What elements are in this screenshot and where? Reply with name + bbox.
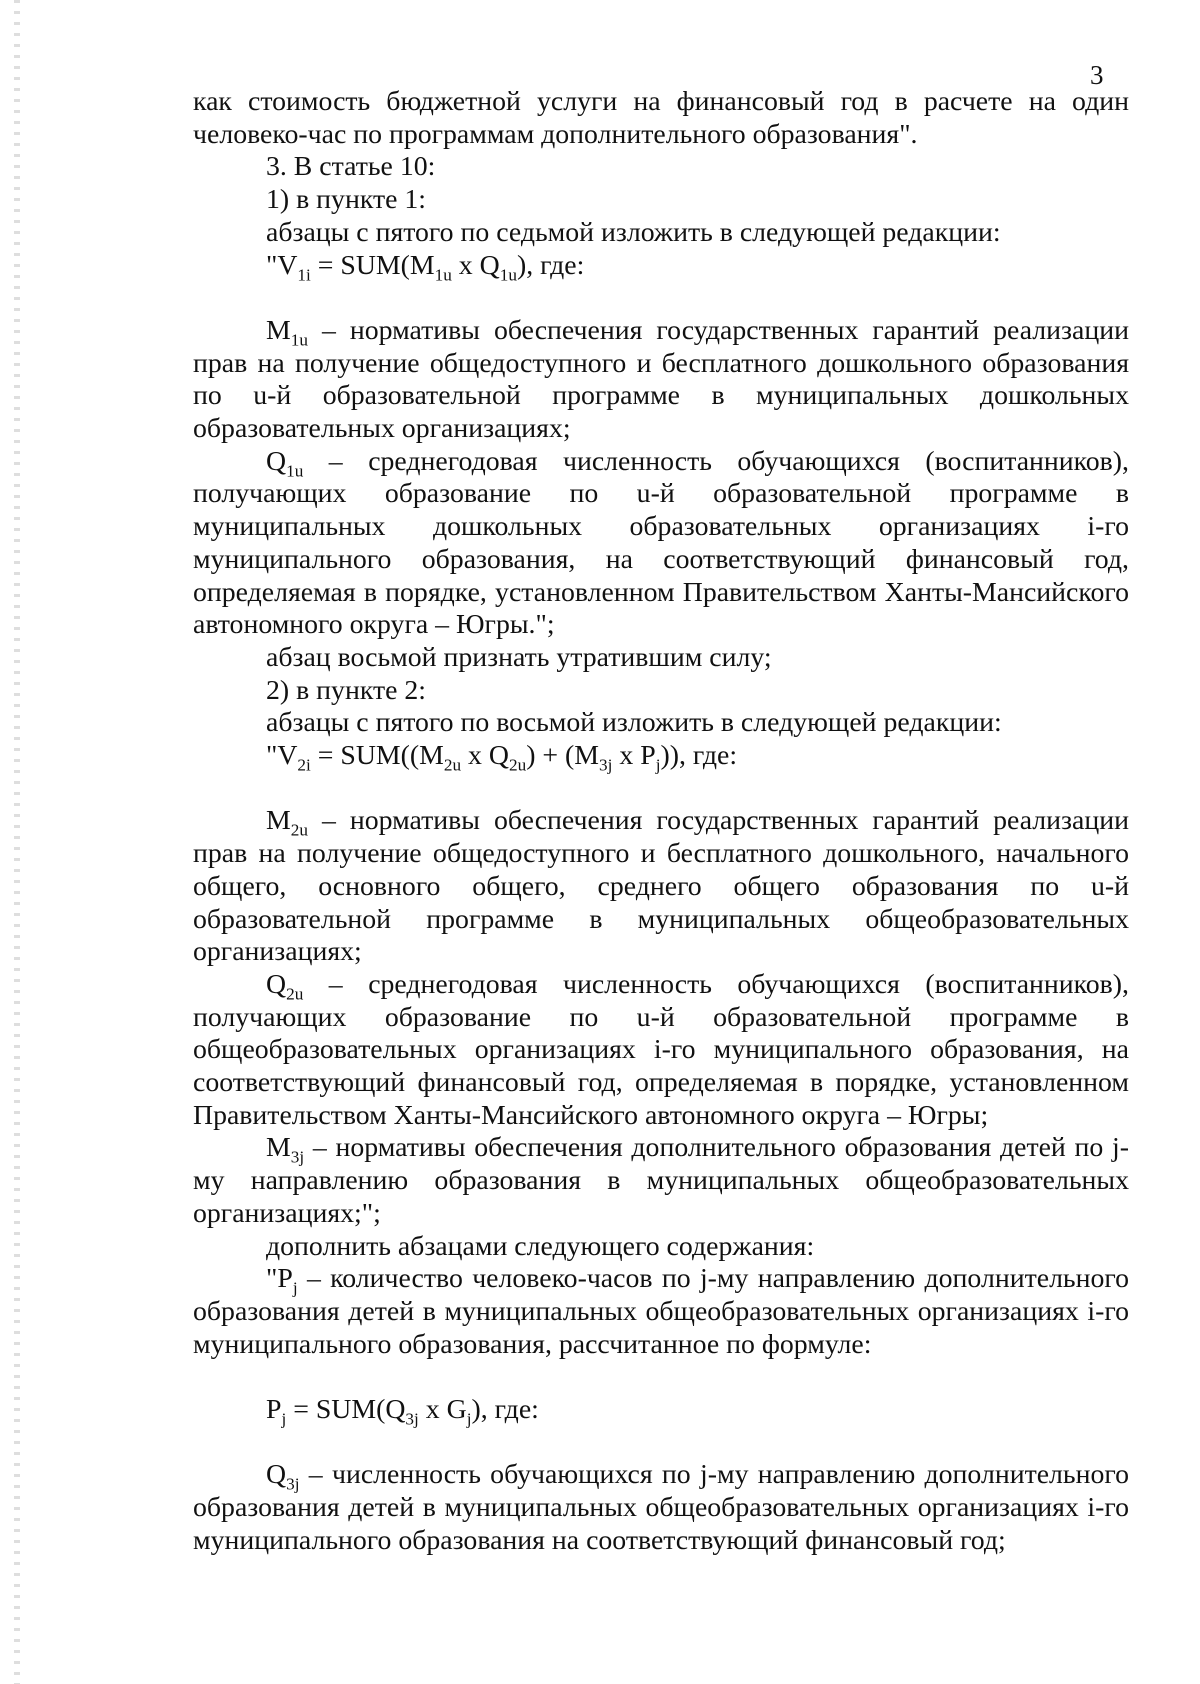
text-run: – среднегодовая численность обучающихся (воспитанников), получающих образование по u-й образовательной программе в общеобразовательных организациях i-го муниципального образования, на соответствующий финансовый год, определяемая в порядке, установленном Правительством Ханты-Мансийского автономного округа – Югры; (193, 968, 1129, 1131)
document-body (193, 86, 1129, 1558)
subscript: j (281, 1409, 287, 1429)
subscript: 1u (499, 265, 517, 285)
paragraph (193, 805, 1129, 969)
subscript: 1u (290, 330, 308, 350)
text-run: Q (266, 445, 287, 477)
subscript: 2u (508, 755, 527, 775)
subscript: j (466, 1409, 472, 1429)
text-run: x P (612, 740, 656, 772)
text-run: = SUM(M (310, 249, 435, 281)
paragraph (193, 315, 1129, 446)
text-run: Q (266, 968, 287, 1000)
subscript: 2u (286, 984, 304, 1004)
page-number: 3 (1090, 60, 1104, 90)
text-run: = SUM(Q (286, 1394, 406, 1426)
text-run: = SUM((M (310, 740, 444, 772)
text-run: – численность обучающихся по j-му направлению дополнительного образования детей в муниципальных общеобразовательных организациях i-го муниципального образования на соответствующий финансовый год; (193, 1459, 1129, 1556)
text-run: x G (418, 1394, 467, 1426)
paragraph (193, 1132, 1129, 1230)
text-run: ), где: (516, 249, 585, 281)
text-run: – среднегодовая численность обучающихся (воспитанников), получающих образование по u-й образовательной программе в муниципальных дошкольных образовательных организациях i-го муниципального образования, на соответствующий финансовый год, определяемая в порядке, установленном Правительством Ханты-Мансийского автономного округа – Югры."; (193, 445, 1129, 641)
text-run: как стоимость бюджетной услуги на финансовый год в расчете на один человеко-час по программам дополнительного образования". (193, 86, 1129, 150)
text-run: M (266, 314, 291, 346)
text-run: абзац восьмой признать утратившим силу; (266, 641, 772, 673)
text-run: – нормативы обеспечения дополнительного образования детей по j-му направлению образования в муниципальных общеобразовательных организациях;"; (193, 1132, 1129, 1229)
blank-line (193, 1361, 1129, 1394)
text-run: – нормативы обеспечения государственных гарантий реализации прав на получение общедоступного и бесплатного дошкольного, начального общего, основного общего, среднего общего образования по u-й образовательной программе в муниципальных общеобразовательных организациях; (193, 805, 1129, 968)
scan-edge-artifact (14, 0, 20, 1684)
text-run: 1) в пункте 1: (266, 184, 427, 216)
subscript: 3j (290, 1148, 305, 1168)
text-run: "V (266, 249, 298, 281)
paragraph (193, 1231, 1129, 1264)
paragraph (193, 86, 1129, 151)
paragraph (193, 1263, 1129, 1361)
text-run: Q (266, 1459, 287, 1491)
subscript: 2i (297, 755, 311, 775)
paragraph (193, 707, 1129, 740)
text-run: x Q (451, 249, 500, 281)
paragraph (193, 217, 1129, 250)
subscript: 1u (286, 461, 304, 481)
paragraph (193, 740, 1129, 773)
subscript: j (655, 755, 661, 775)
subscript: j (292, 1278, 298, 1298)
blank-line (193, 282, 1129, 315)
paragraph (193, 446, 1129, 642)
subscript: 2u (290, 820, 308, 840)
text-run: абзацы с пятого по восьмой изложить в следующей редакции: (266, 707, 1002, 739)
text-run: ), где: (471, 1394, 539, 1426)
subscript: 2u (443, 755, 462, 775)
paragraph (193, 1394, 1129, 1427)
subscript: 1i (297, 265, 311, 285)
text-run: "P (266, 1263, 293, 1295)
paragraph (193, 151, 1129, 184)
blank-line (193, 773, 1129, 806)
text-run: 3. В статье 10: (266, 151, 436, 183)
text-run: 2) в пункте 2: (266, 674, 427, 706)
text-run: "V (266, 740, 298, 772)
blank-line (193, 1427, 1129, 1460)
text-run: дополнить абзацами следующего содержания: (266, 1230, 815, 1262)
paragraph (193, 184, 1129, 217)
text-run: P (266, 1394, 282, 1426)
paragraph (193, 642, 1129, 675)
paragraph (193, 969, 1129, 1133)
text-run: M (266, 805, 291, 837)
text-run: абзацы с пятого по седьмой изложить в следующей редакции: (266, 216, 1001, 248)
paragraph (193, 250, 1129, 283)
text-run: x Q (461, 740, 509, 772)
subscript: 3j (405, 1409, 419, 1429)
subscript: 1u (434, 265, 452, 285)
paragraph (193, 675, 1129, 708)
paragraph (193, 1459, 1129, 1557)
subscript: 3j (599, 755, 613, 775)
text-run: )), где: (660, 740, 738, 772)
text-run: ) + (M (526, 740, 600, 772)
subscript: 3j (286, 1475, 300, 1495)
text-run: M (266, 1132, 291, 1164)
text-run: – нормативы обеспечения государственных гарантий реализации прав на получение общедоступного и бесплатного дошкольного образования по u-й образовательной программе в муниципальных дошкольных образовательных организациях; (193, 314, 1129, 445)
text-run: – количество человеко-часов по j-му направлению дополнительного образования детей в муниципальных общеобразовательных организациях i-го муниципального образования, рассчитанное по формуле: (193, 1263, 1129, 1360)
